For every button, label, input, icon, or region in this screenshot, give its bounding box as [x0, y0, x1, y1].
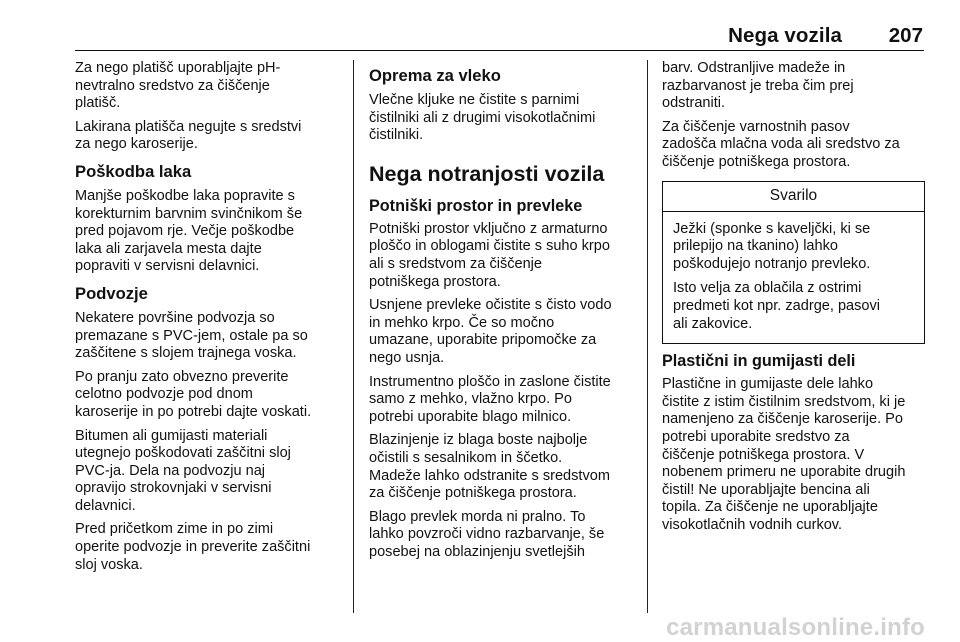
column-divider	[353, 60, 354, 613]
paragraph-underbody-coating: Nekatere površine podvozja so premazane s PVC-jem, ostale pa so zaščitene s slojem trajnega voska.	[75, 309, 308, 362]
watermark: carmanualsonline.info	[666, 614, 925, 641]
warning-paragraph-velcro: Ježki (sponke s kaveljčki, ki se prilepijo na tkanino) lahko poškodujejo notranjo prevleko.	[673, 220, 871, 272]
column-left	[75, 60, 340, 615]
heading-passenger-compartment: Potniški prostor in prevleke	[369, 196, 583, 215]
column-middle	[369, 60, 634, 615]
heading-towing-equipment: Oprema za vleko	[369, 66, 501, 85]
heading-interior-care: Nega notranjosti vozila	[369, 161, 605, 186]
paragraph-paint-damage: Manjše poškodbe laka popravite s korekturnim barvnim svinčnikom še pred pojavom rje. Večje poškodbe laka ali zarjavela mesta dajte popraviti v servisni delavnici.	[75, 187, 303, 275]
paragraph-stains: barv. Odstranljive madeže in razbarvanost je treba čim prej odstraniti.	[662, 60, 854, 112]
page-header	[0, 0, 960, 50]
paragraph-instrument-panel: Instrumentno ploščo in zaslone čistite samo z mehko, vlažno krpo. Po potrebi uporabite blago milnico.	[369, 373, 611, 425]
paragraph-seat-belts: Za čiščenje varnostnih pasov zadošča mlačna voda ali sredstvo za čiščenje potniškega prostora.	[662, 118, 900, 170]
column-right	[662, 60, 927, 615]
warning-body	[663, 212, 924, 344]
heading-paint-damage: Poškodba laka	[75, 161, 192, 181]
paragraph-towing: Vlečne kljuke ne čistite s parnimi čistilniki ali z drugimi visokotlačnimi čistilniki.	[369, 92, 596, 144]
warning-title: Svarilo	[663, 182, 924, 212]
page-title: Nega vozila	[728, 24, 842, 47]
paragraph-painted-rims: Lakirana platišča negujte s sredstvi za nego karoserije.	[75, 118, 302, 153]
heading-underbody: Podvozje	[75, 283, 148, 303]
header-rule	[75, 50, 924, 51]
column-divider	[647, 60, 648, 613]
paragraph-rim-care: Za nego platišč uporabljajte pH- nevtralno sredstvo za čiščenje platišč.	[75, 60, 281, 112]
paragraph-plastic-rubber: Plastične in gumijaste dele lahko čistite z istim čistilnim sredstvom, ki je namenjeno za čiščenje karoserije. Po potrebi uporabite sredstvo za čiščenje potniškega prostora. V nobenem primeru ne uporabite drugih čistil! Ne uporabljajte bencina ali topila. Za čiščenje ne uporabljajte visokotlačnih vodnih curkov.	[662, 376, 906, 533]
paragraph-leather: Usnjene prevleke očistite s čisto vodo in mehko krpo. Če so močno umazane, uporabite pripomočke za nego usnja.	[369, 297, 612, 366]
paragraph-winter: Pred pričetkom zime in po zimi operite podvozje in preverite zaščitni sloj voska.	[75, 521, 311, 573]
paragraph-fabric: Blago prevlek morda ni pralno. To lahko povzroči vidno razbarvanje, še posebej na oblazinjenju svetlejših	[369, 508, 605, 560]
paragraph-bitumen: Bitumen ali gumijasti materiali utegnejo poškodovati zaščitni sloj PVC-ja. Dela na podvozju naj opravijo strokovnjaki v servisni delavnici.	[75, 427, 291, 514]
warning-box	[662, 181, 925, 345]
paragraph-underbody-check: Po pranju zato obvezno preverite celotno podvozje pod dnom karoserije in po potrebi dajte voskati.	[75, 368, 312, 420]
page-number: 207	[888, 24, 923, 47]
paragraph-dashboard: Potniški prostor vključno z armaturno ploščo in oblogami čistite s suho krpo ali s sredstvom za čiščenje potniškega prostora.	[369, 220, 610, 290]
warning-paragraph-clothing: Isto velja za oblačila z ostrimi predmeti kot npr. zadrge, pasovi ali zakovice.	[673, 280, 881, 332]
paragraph-upholstery: Blazinjenje iz blaga boste najbolje očistili s sesalnikom in ščetko. Madeže lahko odstranite s sredstvom za čiščenje potniškega prostora.	[369, 432, 610, 502]
heading-plastic-rubber: Plastični in gumijasti deli	[662, 352, 856, 371]
